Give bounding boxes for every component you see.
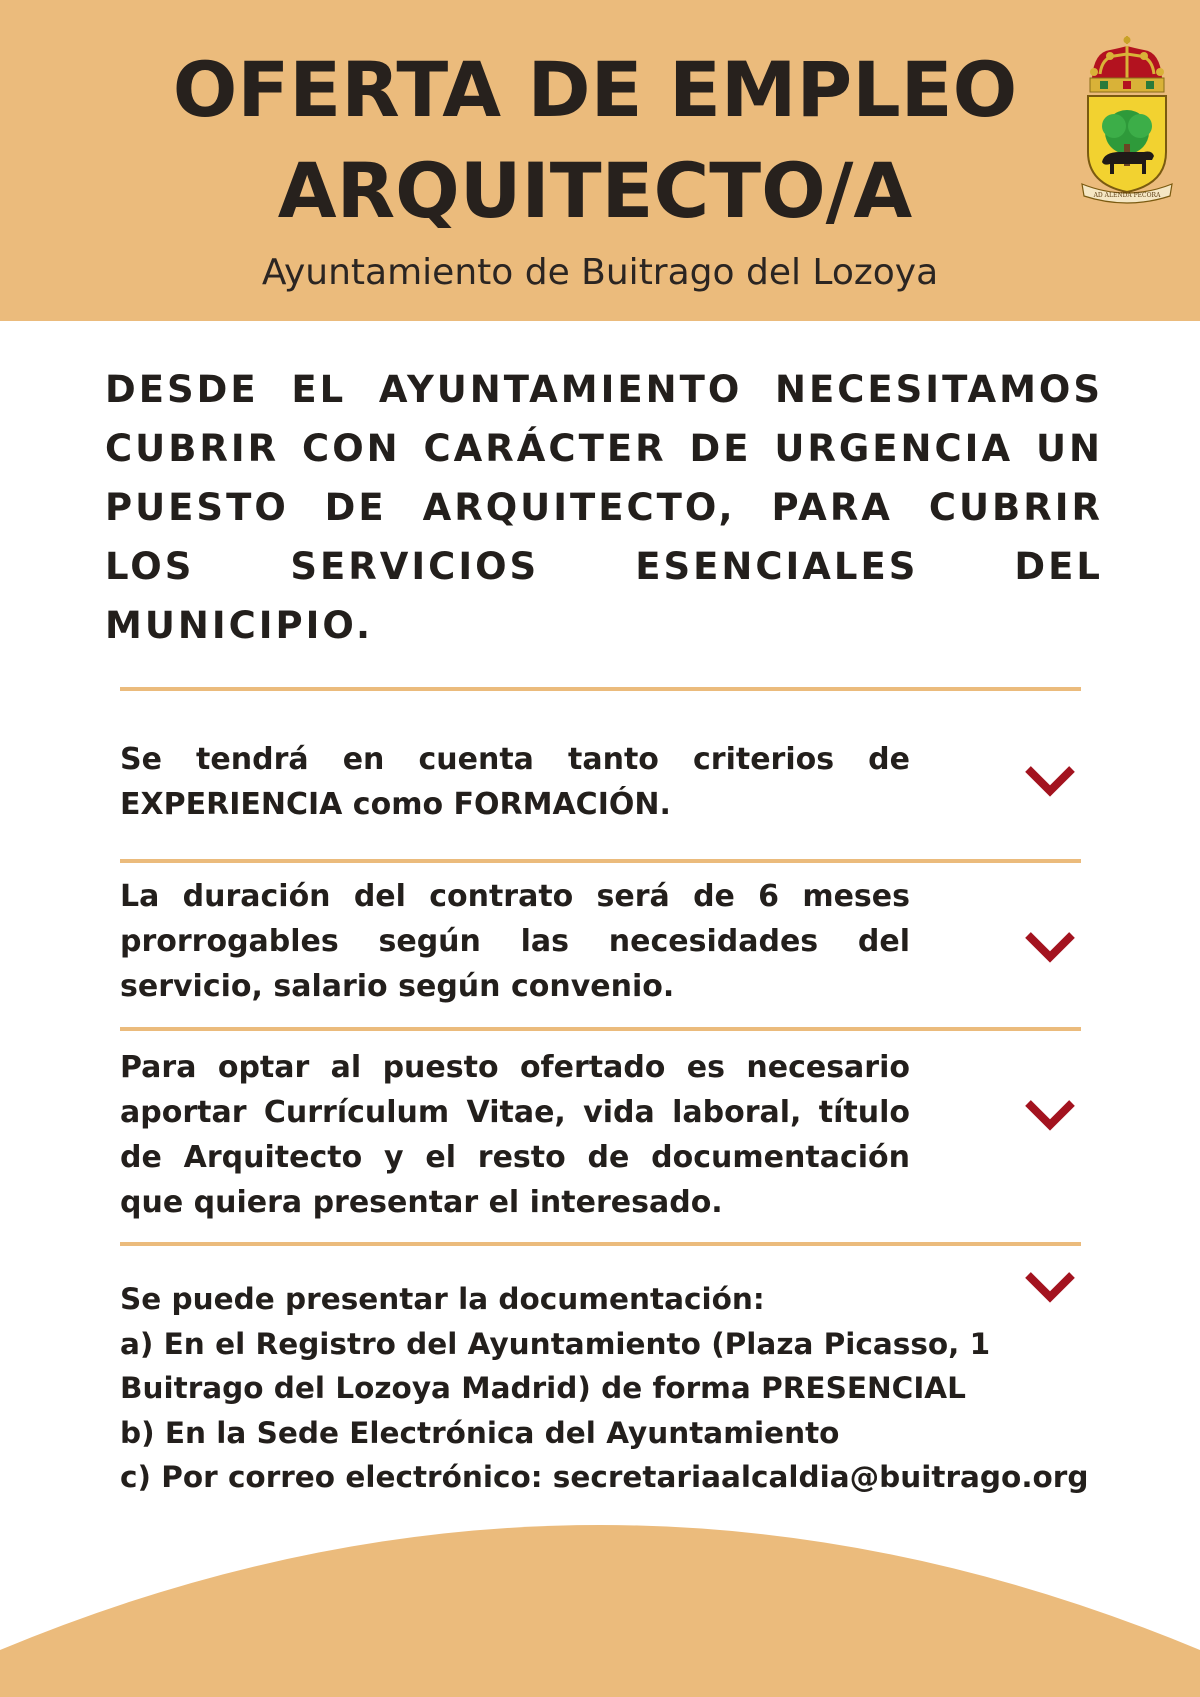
list-item-requirements: Para optar al puesto ofertado es necesario aportar Currículum Vitae, vida laboral, título de Arquitecto y el resto de documentación que quiera presentar el interesado. bbox=[120, 1050, 910, 1220]
list-item-duration: La duración del contrato será de 6 meses prorrogables según las necesidades del servicio, salario según convenio. bbox=[120, 879, 910, 1004]
intro-paragraph: DESDE EL AYUNTAMIENTO NECESITAMOS CUBRIR CON CARÁCTER DE URGENCIA UN PUESTO DE ARQUITECTO, PARA CUBRIR LOS SERVICIOS ESENCIALES DEL MUNICIPIO. bbox=[105, 368, 1103, 647]
list-item-criteria: Se tendrá en cuenta tanto criterios de EXPERIENCIA como FORMACIÓN. bbox=[120, 742, 910, 822]
chevron-down-icon[interactable] bbox=[1023, 1098, 1077, 1132]
submission-line: Buitrago del Lozoya Madrid) de forma PRESENCIAL bbox=[120, 1371, 966, 1405]
divider bbox=[120, 1242, 1081, 1246]
submission-line: a) En el Registro del Ayuntamiento (Plaza Picasso, 1 bbox=[120, 1326, 991, 1361]
divider bbox=[120, 687, 1081, 691]
submission-line: b) En la Sede Electrónica del Ayuntamiento bbox=[120, 1415, 840, 1450]
chevron-down-icon[interactable] bbox=[1023, 930, 1077, 964]
page-title-line-1: OFERTA DE EMPLEO bbox=[172, 45, 1018, 134]
divider bbox=[120, 859, 1081, 863]
crest-motto: AD ALENDA PECORA bbox=[1093, 192, 1161, 199]
page-subtitle: Ayuntamiento de Buitrago del Lozoya bbox=[261, 252, 939, 293]
divider bbox=[120, 1027, 1081, 1031]
list-item-submission bbox=[120, 1277, 1130, 1500]
coat-of-arms-icon bbox=[1080, 34, 1174, 204]
submission-email-line: c) Por correo electrónico: secretariaalcaldia@buitrago.org bbox=[120, 1460, 1089, 1494]
chevron-down-icon[interactable] bbox=[1023, 1270, 1077, 1304]
header-banner bbox=[0, 0, 1200, 321]
submission-line: Se puede presentar la documentación: bbox=[120, 1282, 765, 1316]
footer-arc bbox=[0, 1520, 1200, 1697]
chevron-down-icon[interactable] bbox=[1023, 764, 1077, 798]
page-title-line-2: ARQUITECTO/A bbox=[277, 146, 913, 235]
